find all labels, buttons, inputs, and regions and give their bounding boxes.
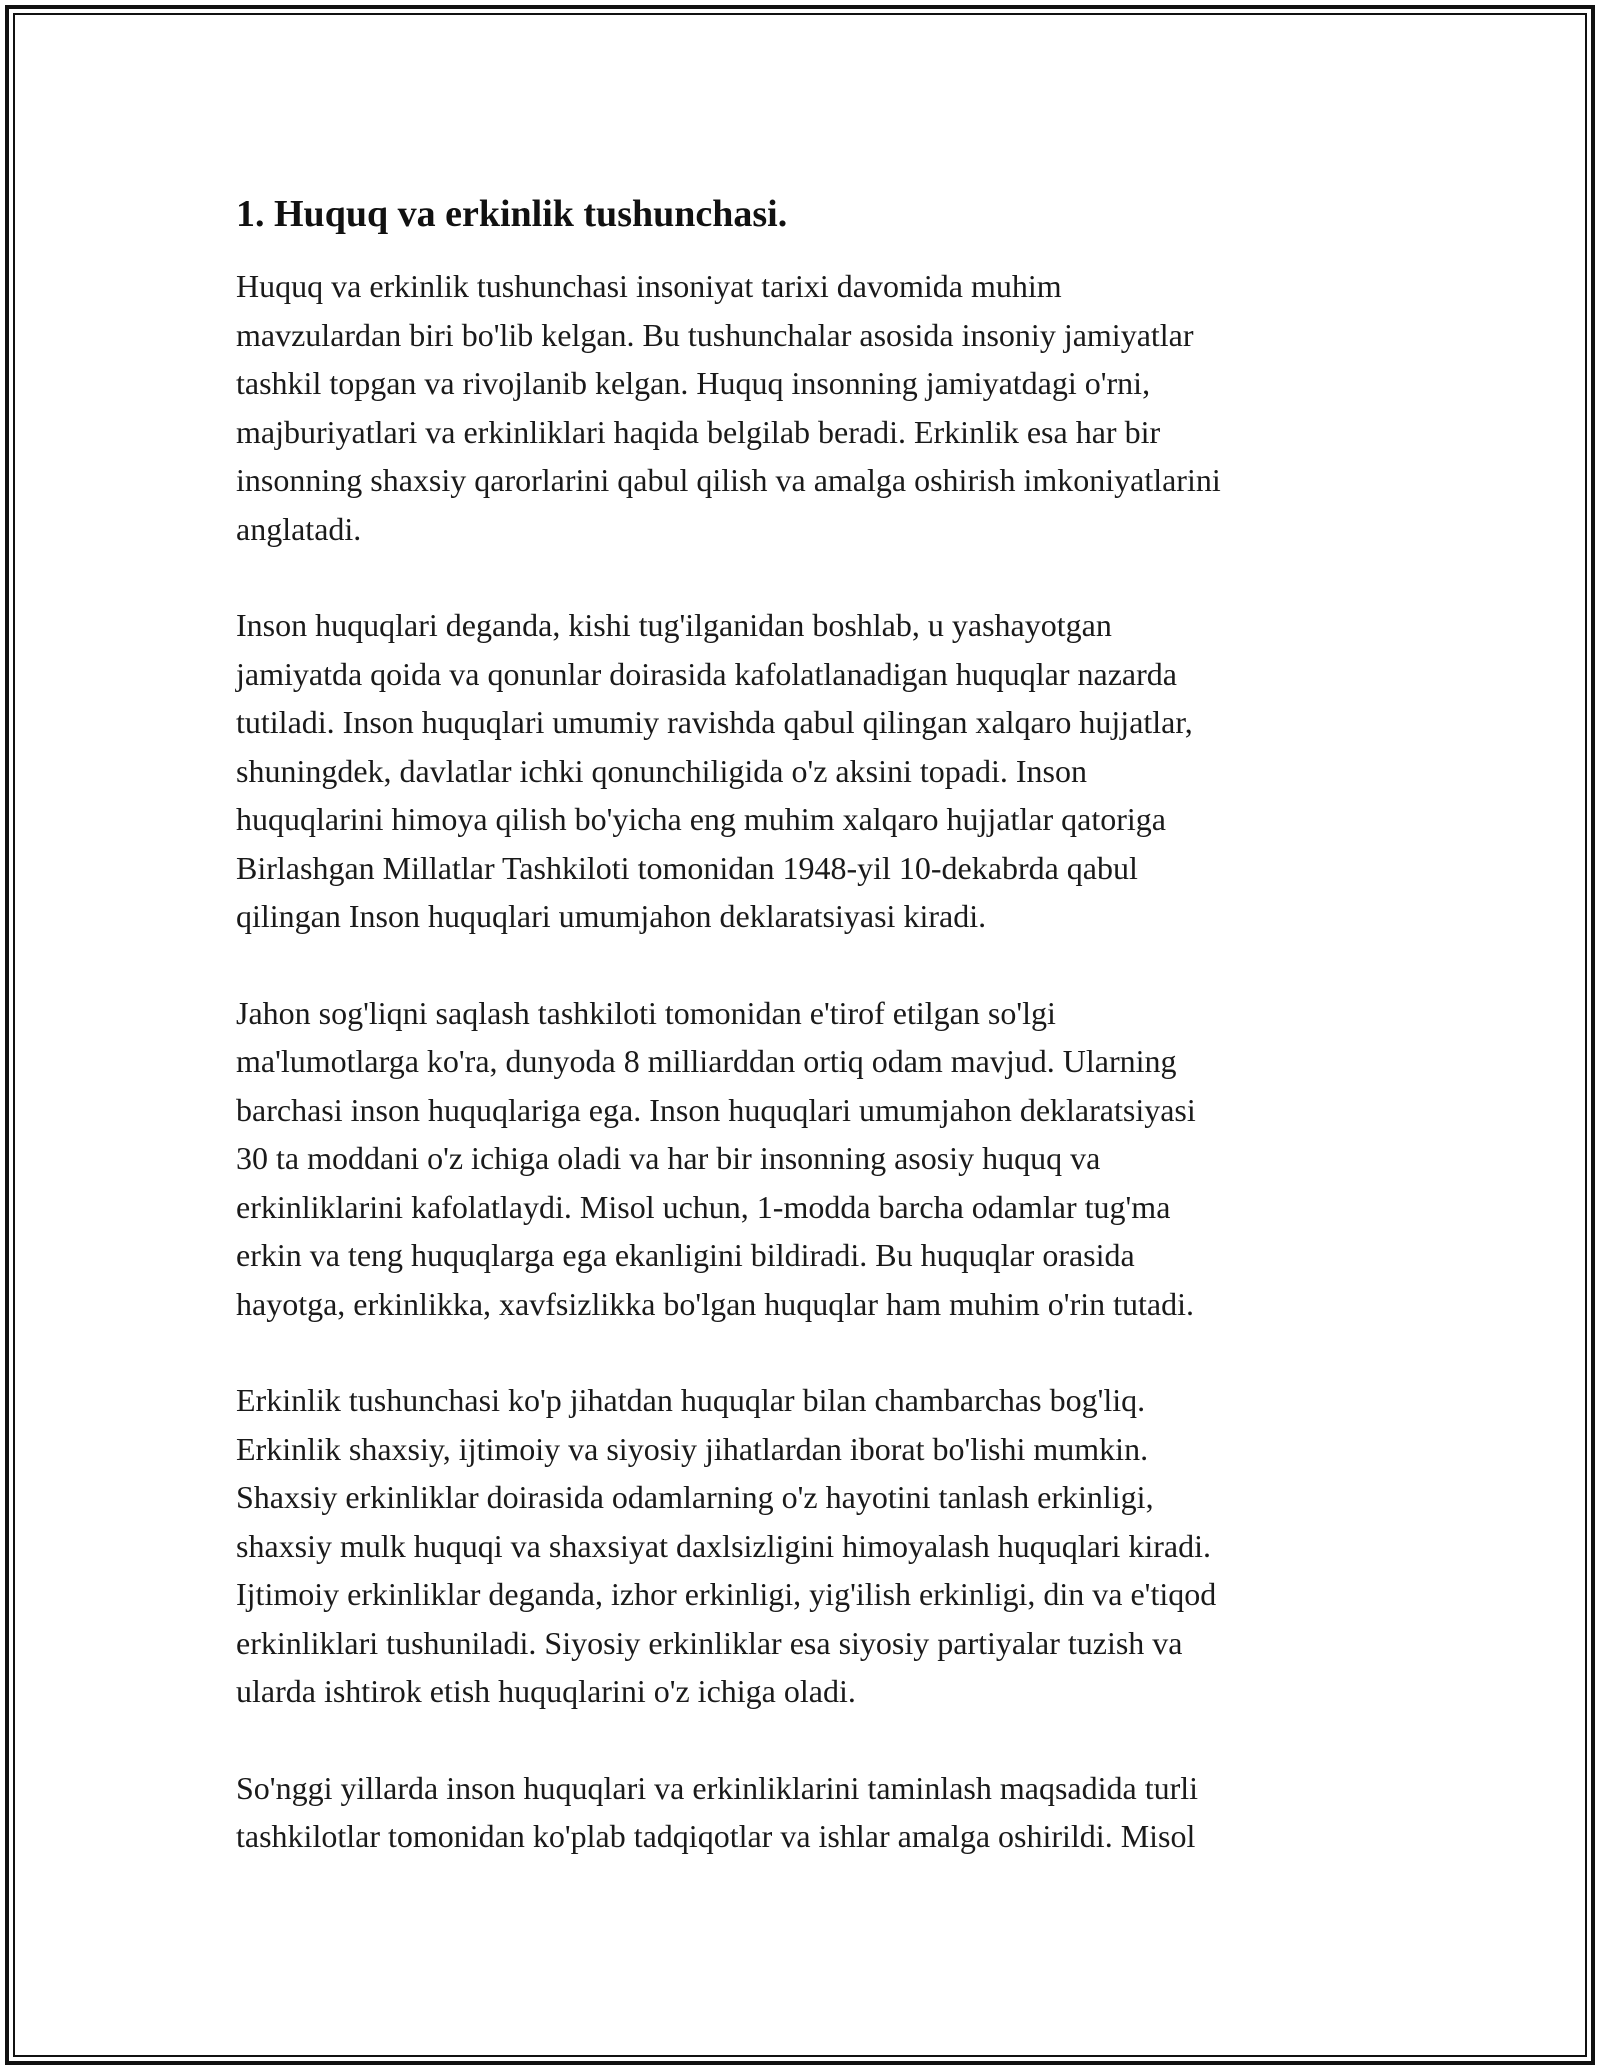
text-line: Inson huquqlari deganda, kishi tug'ilganidan boshlab, u yashayotgan	[236, 607, 1112, 643]
text-line: Erkinlik shaxsiy, ijtimoiy va siyosiy jihatlardan iborat bo'lishi mumkin.	[236, 1430, 1149, 1467]
paragraph-5	[236, 1764, 1376, 1861]
text-line: So'nggi yillarda inson huquqlari va erkinliklarini taminlash maqsadida turli	[236, 1769, 1199, 1806]
document-body	[236, 188, 1376, 1861]
paragraph-1	[236, 262, 1376, 553]
text-line: erkin va teng huquqlarga ega ekanligini bildiradi. Bu huquqlar orasida	[236, 1237, 1135, 1273]
text-line: ularda ishtirok etish huquqlarini o'z ichiga oladi.	[236, 1673, 856, 1709]
text-line: tutiladi. Inson huquqlari umumiy ravishda qabul qilingan xalqaro hujjatlar,	[236, 704, 1193, 740]
text-line: erkinliklari tushuniladi. Siyosiy erkinliklar esa siyosiy partiyalar tuzish va	[236, 1624, 1183, 1661]
text-line: Birlashgan Millatlar Tashkiloti tomonidan 1948-yil 10-dekabrda qabul	[236, 849, 1138, 886]
text-line: Shaxsiy erkinliklar doirasida odamlarning o'z hayotini tanlash erkinligi,	[236, 1479, 1154, 1515]
text-line: Huquq va erkinlik tushunchasi insoniyat tarixi davomida muhim	[236, 268, 1062, 304]
text-line: hayotga, erkinlikka, xavfsizlikka bo'lgan huquqlar ham muhim o'rin tutadi.	[236, 1285, 1194, 1322]
text-line: mavzulardan biri bo'lib kelgan. Bu tushunchalar asosida insoniy jamiyatlar	[236, 316, 1194, 353]
text-line: tashkilotlar tomonidan ko'plab tadqiqotlar va ishlar amalga oshirildi. Misol	[236, 1818, 1196, 1854]
text-line: anglatadi.	[236, 510, 362, 547]
text-line: barchasi inson huquqlariga ega. Inson huquqlari umumjahon deklaratsiyasi	[236, 1091, 1196, 1128]
text-line: Ijtimoiy erkinliklar deganda, izhor erkinligi, yig'ilish erkinligi, din va e'tiqod	[236, 1576, 1217, 1612]
text-line: jamiyatda qoida va qonunlar doirasida kafolatlanadigan huquqlar nazarda	[236, 655, 1177, 692]
text-line: qilingan Inson huquqlari umumjahon deklaratsiyasi kiradi.	[236, 898, 987, 934]
text-line: ma'lumotlarga ko'ra, dunyoda 8 milliarddan ortiq odam mavjud. Ularning	[236, 1043, 1177, 1079]
text-line: tashkil topgan va rivojlanib kelgan. Huquq insonning jamiyatdagi o'rni,	[236, 365, 1151, 401]
text-line: shaxsiy mulk huquqi va shaxsiyat daxlsizligini himoyalash huquqlari kiradi.	[236, 1527, 1211, 1564]
paragraph-2	[236, 601, 1376, 941]
text-line: Jahon sog'liqni saqlash tashkiloti tomonidan e'tirof etilgan so'lgi	[236, 994, 1056, 1031]
section-heading: 1. Huquq va erkinlik tushunchasi.	[236, 193, 788, 235]
text-line: insonning shaxsiy qarorlarini qabul qilish va amalga oshirish imkoniyatlarini	[236, 462, 1221, 498]
text-line: 30 ta moddani o'z ichiga oladi va har bir insonning asosiy huquq va	[236, 1140, 1101, 1176]
text-line: Erkinlik tushunchasi ko'p jihatdan huquqlar bilan chambarchas bog'liq.	[236, 1382, 1146, 1418]
text-line: erkinliklarini kafolatlaydi. Misol uchun, 1-modda barcha odamlar tug'ma	[236, 1188, 1171, 1225]
text-line: huquqlarini himoya qilish bo'yicha eng muhim xalqaro hujjatlar qatoriga	[236, 801, 1166, 837]
text-line: majburiyatlari va erkinliklari haqida belgilab beradi. Erkinlik esa har bir	[236, 413, 1161, 450]
text-line: shuningdek, davlatlar ichki qonunchiligida o'z aksini topadi. Inson	[236, 752, 1087, 789]
paragraph-3	[236, 989, 1376, 1329]
paragraph-4	[236, 1376, 1376, 1716]
